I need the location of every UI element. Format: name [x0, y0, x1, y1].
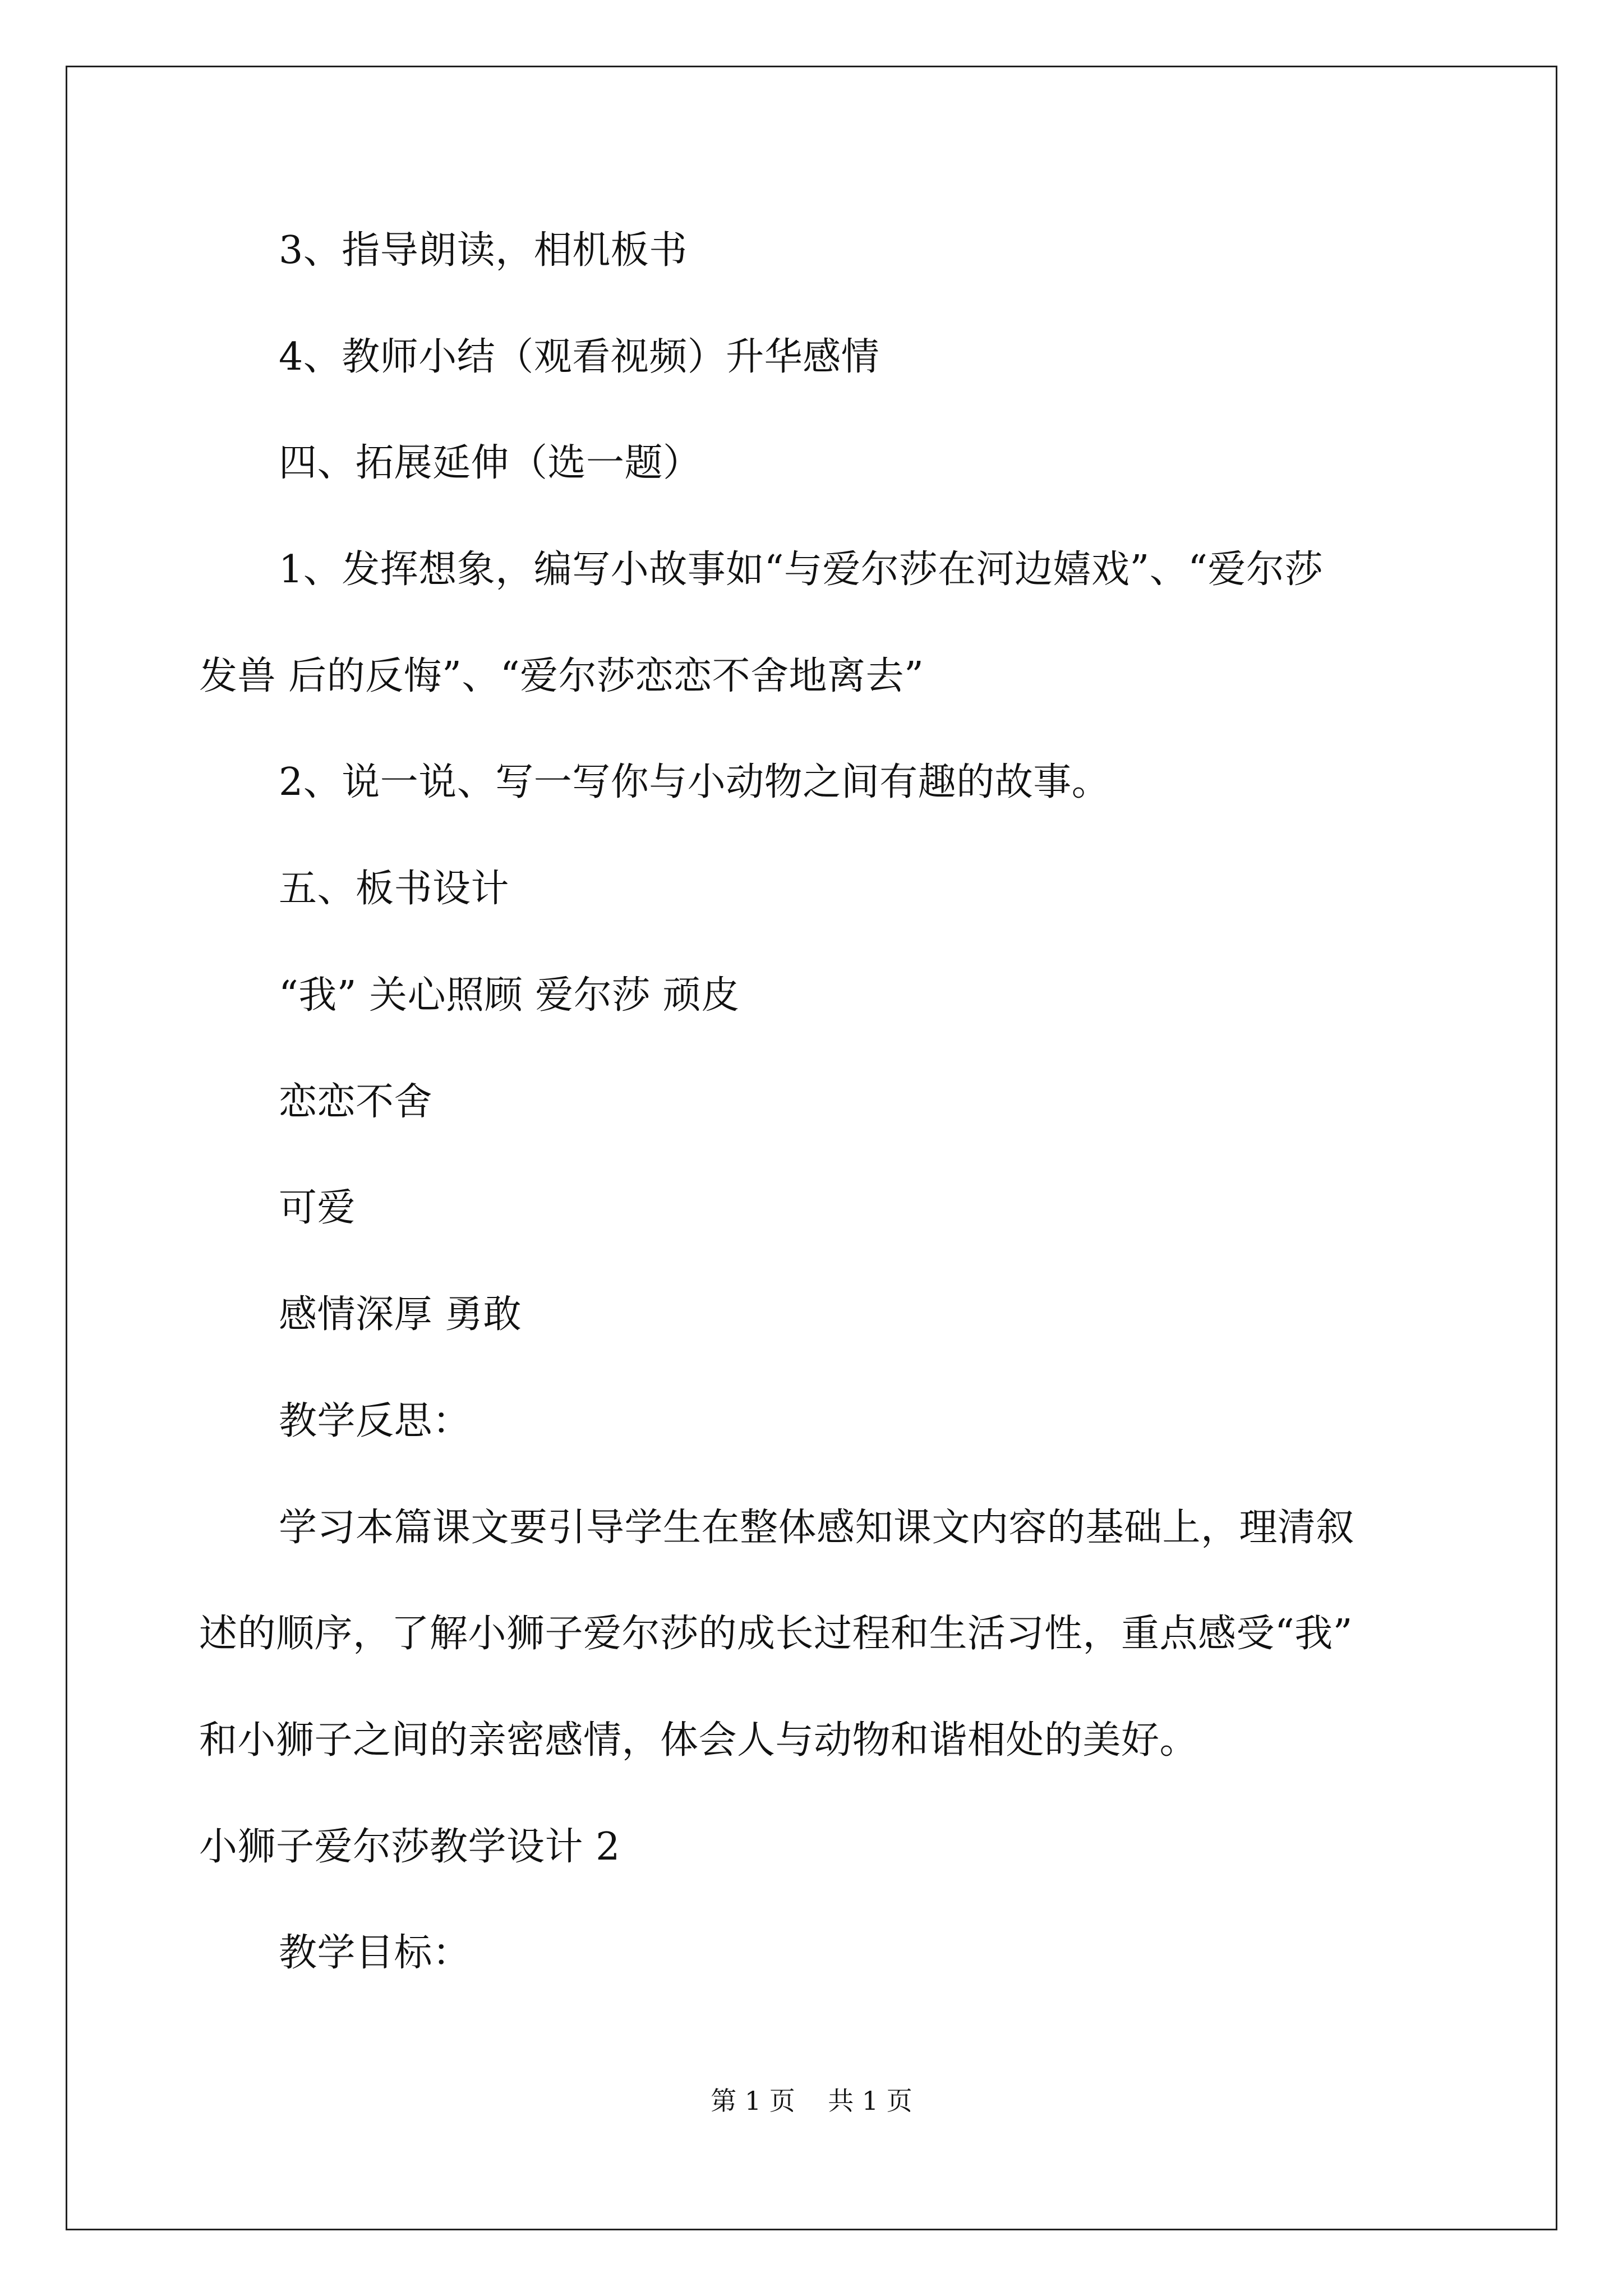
- text-line-5: 发兽 后的反悔”、“爱尔莎恋恋不舍地离去”: [199, 654, 924, 698]
- section-heading-objectives: 教学目标：: [279, 1931, 471, 1975]
- board-line-2: 恋恋不舍: [279, 1080, 433, 1124]
- text-line-1: 3、指导朗读，相机板书: [279, 228, 688, 273]
- section-heading-board-design: 五、板书设计: [279, 867, 510, 911]
- page-border: [66, 66, 1557, 2230]
- board-line-3: 可爱: [279, 1186, 356, 1230]
- section-heading-reflection: 教学反思：: [279, 1399, 471, 1443]
- document-title-2: 小狮子爱尔莎教学设计 2: [199, 1825, 620, 1869]
- board-line-4: 感情深厚 勇敢: [279, 1292, 522, 1337]
- text-line-14: 述的顺序，了解小狮子爱尔莎的成长过程和生活习性，重点感受“我”: [199, 1612, 1353, 1656]
- text-line-2: 4、教师小结（观看视频）升华感情: [279, 335, 880, 379]
- section-heading-extension: 四、拓展延伸（选一题）: [279, 441, 702, 485]
- page-footer: 第 1 页 共 1 页: [711, 2086, 912, 2116]
- text-line-13: 学习本篇课文要引导学生在整体感知课文内容的基础上，理清叙: [279, 1506, 1355, 1550]
- text-line-6: 2、说一说、写一写你与小动物之间有趣的故事。: [279, 760, 1110, 804]
- board-line-1: “我” 关心照顾 爱尔莎 顽皮: [279, 973, 740, 1018]
- text-line-4: 1、发挥想象，编写小故事如“与爱尔莎在河边嬉戏”、“爱尔莎: [279, 547, 1324, 592]
- text-line-15: 和小狮子之间的亲密感情，体会人与动物和谐相处的美好。: [199, 1718, 1198, 1763]
